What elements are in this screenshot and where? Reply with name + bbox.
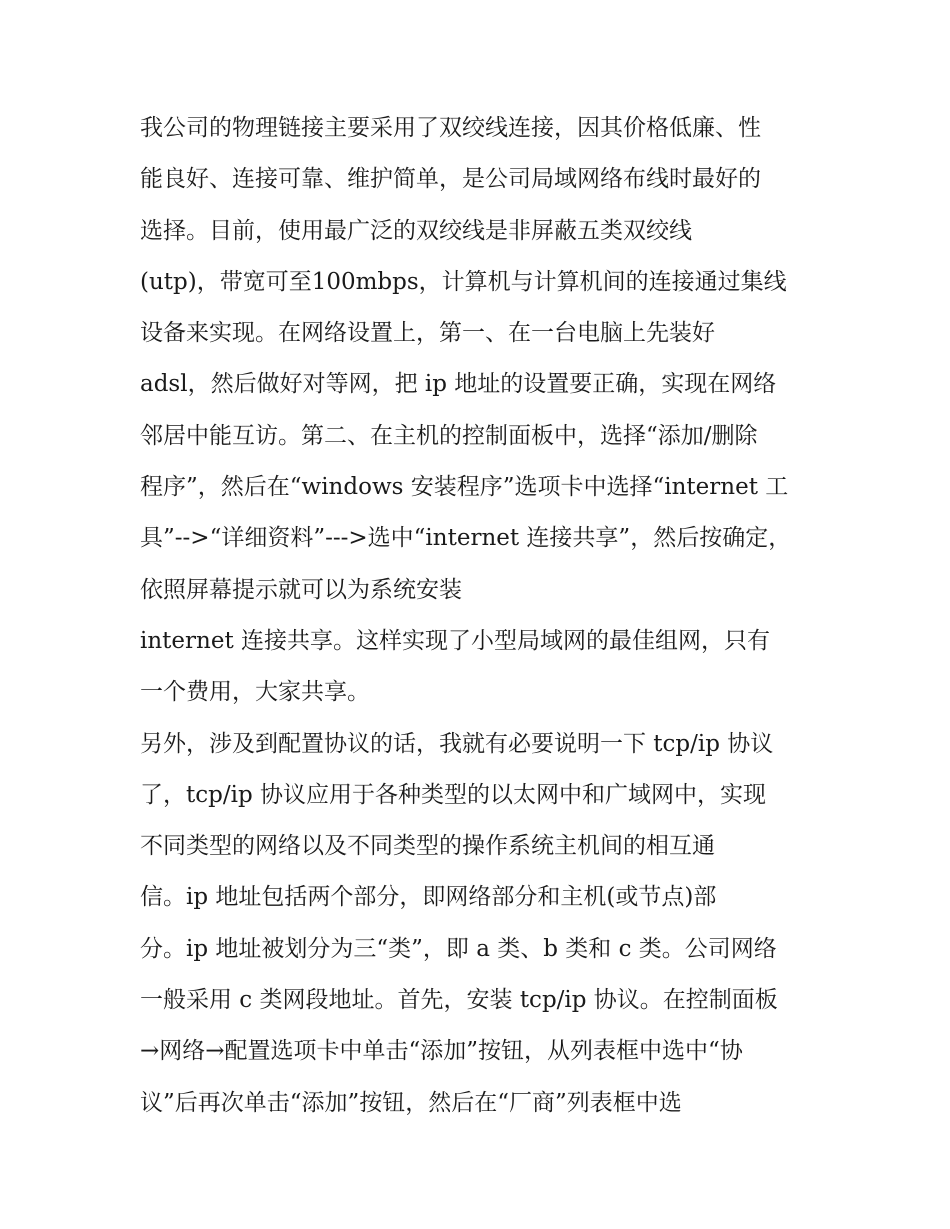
text-line: 了，tcp/ip 协议应用于各种类型的以太网中和广域网中，实现 [140, 781, 766, 808]
text-line: 一个费用，大家共享。 [140, 679, 370, 706]
text-line: 依照屏幕提示就可以为系统安装 [140, 576, 462, 603]
text-line: internet 连接共享。这样实现了小型局域网的最佳组网，只有 [140, 627, 770, 654]
text-line: adsl，然后做好对等网，把 ip 地址的设置要正确，实现在网络 [140, 371, 777, 398]
text-line: 信。ip 地址包括两个部分，即网络部分和主机(或节点)部 [140, 884, 717, 911]
text-line: 选择。目前，使用最广泛的双绞线是非屏蔽五类双绞线 [140, 217, 692, 244]
text-line: 设备来实现。在网络设置上，第一、在一台电脑上先装好 [140, 320, 715, 347]
text-line: 程序”，然后在“windows 安装程序”选项卡中选择“internet 工 [140, 474, 789, 501]
text-line: 邻居中能互访。第二、在主机的控制面板中，选择“添加/删除 [140, 422, 758, 449]
text-line: 另外，涉及到配置协议的话，我就有必要说明一下 tcp/ip 协议 [140, 730, 774, 757]
body-text [140, 103, 830, 1129]
text-line: (utp)，带宽可至100mbps，计算机与计算机间的连接通过集线 [140, 268, 787, 295]
text-line: 分。ip 地址被划分为三“类”，即 a 类、b 类和 c 类。公司网络 [140, 935, 777, 962]
text-line: 能良好、连接可靠、维护简单，是公司局域网络布线时最好的 [140, 166, 761, 193]
text-line: 一般采用 c 类网段地址。首先，安装 tcp/ip 协议。在控制面板 [140, 987, 778, 1014]
text-line: →网络→配置选项卡中单击“添加”按钮，从列表框中选中“协 [140, 1038, 743, 1065]
text-line: 具”-->“详细资料”--->选中“internet 连接共享”，然后按确定， [140, 525, 792, 552]
text-line: 我公司的物理链接主要采用了双绞线连接，因其价格低廉、性 [140, 115, 761, 141]
text-line: 不同类型的网络以及不同类型的操作系统主机间的相互通 [140, 833, 715, 860]
text-line: 议”后再次单击“添加”按钮，然后在“厂商”列表框中选 [140, 1089, 682, 1116]
